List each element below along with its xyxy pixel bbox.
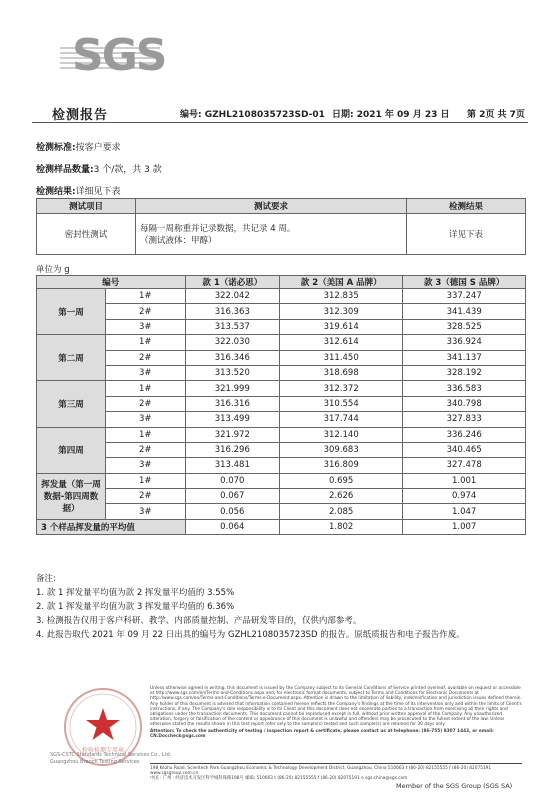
- value-cell: 0.056: [185, 504, 279, 519]
- average-label: 3 个样品挥发量的平均值: [37, 519, 186, 534]
- sgs-logo: SGS: [72, 30, 166, 81]
- value-cell: 2.626: [280, 489, 403, 504]
- legal-fine-print: Unless otherwise agreed in writing, this document is issued by the Company subject to its General Conditions of Service printed overleaf, available on request or accessible at http://www.sgs.com/en/Terms-and-Conditions.aspx and, for electronic format documents, subject to Terms and Conditions for Electronic Documents at http://www.sgs.com/en/Terms-and-Conditions/Terms-e-Document.aspx. Attention is drawn to the limitation of liability, indemnification and jurisdiction issues defined therein. Any holder of this document is advised that information contained hereon reflects the Company's findings at the time of its intervention only and within the limits of Client's instructions, if any. The Company's sole responsibility is to its Client and this document does not exonerate parties to a transaction from exercising all their rights and obligations under the transaction documents. This document cannot be reproduced except in full, without prior written approval of the Company. Any unauthorized alteration, forgery or falsification of the content or appearance of this document is unlawful and offenders may be prosecuted to the fullest extent of the law. Unless otherwise stated the results shown in this test report refer only to the sample(s) tested and such sample(s) are retained for 30 days only. Attention: To check the authenticity of testing / inspection report & certificate, please contact us at telephone: (86-755) 8307 1443, or email: CN.Doccheck@sgs.com: [150, 686, 522, 739]
- value-cell: 316.296: [185, 442, 279, 457]
- table-row: [37, 365, 526, 380]
- address-block: 198 Kezhu Road, Scientech Park Guangzhou Economic & Technology Development District, Guangzhou, China 510663 t (86-20) 82155555 f (86-20) 82075191 www.sgsgroup.com.cn 中国 · 广州 · 经济技术开发区科学城科珠路198号 邮编: 510663 t (86-20) 82155555 f (86-20) 82075191 e sgs.china@sgs.com: [150, 766, 492, 782]
- note-item: 4. 此报告取代 2021 年 09 月 22 日出具的编号为 GZHL2108035723SD 的报告。原纸质报告和电子报告作废。: [36, 630, 465, 640]
- table-row: [37, 335, 526, 350]
- value-cell: 313.481: [185, 458, 279, 473]
- group-label: 第四周: [37, 427, 106, 473]
- average-row: [37, 519, 526, 534]
- table-row: [37, 304, 526, 319]
- table-row: [37, 350, 526, 365]
- value-cell: 312.309: [280, 304, 403, 319]
- value-cell: 321.999: [185, 381, 279, 396]
- value-cell: 327.478: [403, 458, 526, 473]
- sample-id-cell: 1#: [106, 427, 186, 442]
- sample-id-cell: 2#: [106, 304, 186, 319]
- weight-data-table: [36, 275, 526, 535]
- value-cell: 317.744: [280, 412, 403, 427]
- value-cell: 337.247: [403, 289, 526, 304]
- value-cell: 327.833: [403, 412, 526, 427]
- value-cell: 328.525: [403, 319, 526, 334]
- table-row: [37, 289, 526, 304]
- svg-text:检验检测专用章: 检验检测专用章: [81, 747, 125, 754]
- value-cell: 312.140: [280, 427, 403, 442]
- value-cell: 316.809: [280, 458, 403, 473]
- sample-id-cell: 2#: [106, 350, 186, 365]
- table-header-row: 编号 款 1（诺必思） 款 2（美国 A 品牌） 款 3（德国 S 品牌）: [37, 276, 526, 289]
- value-cell: 313.537: [185, 319, 279, 334]
- note-item: 2. 款 1 挥发量平均值为款 3 挥发量平均值的 6.36%: [36, 602, 235, 612]
- table-row: [37, 442, 526, 457]
- notes-section: [36, 572, 465, 642]
- summary-table: [36, 198, 526, 255]
- value-cell: 336.924: [403, 335, 526, 350]
- table-row: [37, 458, 526, 473]
- value-cell: 321.972: [185, 427, 279, 442]
- average-value: 0.064: [185, 519, 279, 534]
- table-row: [37, 412, 526, 427]
- value-cell: 309.683: [280, 442, 403, 457]
- average-value: 1.802: [280, 519, 403, 534]
- value-cell: 0.070: [185, 473, 279, 488]
- table-row: [37, 473, 526, 488]
- sample-id-cell: 1#: [106, 335, 186, 350]
- value-cell: 1.047: [403, 504, 526, 519]
- value-cell: 336.246: [403, 427, 526, 442]
- value-cell: 318.698: [280, 365, 403, 380]
- value-cell: 316.363: [185, 304, 279, 319]
- value-cell: 2.085: [280, 504, 403, 519]
- sample-id-cell: 3#: [106, 458, 186, 473]
- report-date: 日期: 2021 年 09 月 23 日: [332, 110, 450, 120]
- report-number: 编号: GZHL2108035723SD-01: [180, 110, 325, 120]
- page-indicator: 第 2页 共 7页: [467, 110, 525, 120]
- group-label: 第二周: [37, 335, 106, 381]
- table-row: [37, 319, 526, 334]
- value-cell: 0.974: [403, 489, 526, 504]
- info-sample-count: 检测样品数量:3 个/款，共 3 款: [36, 165, 162, 175]
- value-cell: 310.554: [280, 396, 403, 411]
- footer-divider: [150, 763, 522, 764]
- table-row: [37, 396, 526, 411]
- value-cell: 319.614: [280, 319, 403, 334]
- value-cell: 340.465: [403, 442, 526, 457]
- average-value: 1.007: [403, 519, 526, 534]
- authenticity-attention: Attention: To check the authenticity of testing / inspection report & certificate, please contact us at telephone: (86-755) 8307 1443, or email: CN.Doccheck@sgs.com: [150, 728, 494, 739]
- value-cell: 328.192: [403, 365, 526, 380]
- note-item: 3. 检测报告仅用于客户科研、教学、内部质量控制、产品研发等目的，仅供内部参考。: [36, 616, 362, 626]
- table-row: [37, 504, 526, 519]
- value-cell: 341.439: [403, 304, 526, 319]
- value-cell: 312.835: [280, 289, 403, 304]
- sample-id-cell: 2#: [106, 442, 186, 457]
- seal-caption: SGS-CSTC Standards Technical Services Co., Ltd. Guangzhou Branch Testing Services: [50, 752, 172, 765]
- sample-id-cell: 1#: [106, 289, 186, 304]
- header-divider: [32, 122, 528, 123]
- unit-label: 单位为 g: [36, 265, 70, 275]
- value-cell: 313.520: [185, 365, 279, 380]
- value-cell: 0.067: [185, 489, 279, 504]
- value-cell: 340.798: [403, 396, 526, 411]
- sgs-member-line: Member of the SGS Group (SGS SA): [396, 782, 513, 790]
- sample-id-cell: 3#: [106, 365, 186, 380]
- info-result: 检测结果:详细见下表: [36, 187, 121, 197]
- value-cell: 316.346: [185, 350, 279, 365]
- info-standard: 检测标准:按客户要求: [36, 143, 121, 153]
- value-cell: 322.042: [185, 289, 279, 304]
- value-cell: 336.583: [403, 381, 526, 396]
- table-header-row: 测试项目 测试要求 检测结果: [37, 199, 526, 214]
- sample-id-cell: 3#: [106, 319, 186, 334]
- value-cell: 313.499: [185, 412, 279, 427]
- value-cell: 312.372: [280, 381, 403, 396]
- value-cell: 311.450: [280, 350, 403, 365]
- sample-id-cell: 1#: [106, 473, 186, 488]
- notes-heading: 备注:: [36, 574, 56, 584]
- sample-id-cell: 3#: [106, 504, 186, 519]
- value-cell: 341.137: [403, 350, 526, 365]
- sample-id-cell: 1#: [106, 381, 186, 396]
- table-row: 密封性测试 每隔一周称重并记录数据，共记录 4 周。 （测试液体：甲醇） 详见下表: [37, 214, 526, 255]
- value-cell: 322.030: [185, 335, 279, 350]
- report-title: 检测报告: [52, 108, 109, 123]
- group-label: 第三周: [37, 381, 106, 427]
- table-row: [37, 489, 526, 504]
- value-cell: 312.614: [280, 335, 403, 350]
- requirement-cell: 每隔一周称重并记录数据，共记录 4 周。 （测试液体：甲醇）: [136, 214, 407, 255]
- group-label: 第一周: [37, 289, 106, 335]
- value-cell: 316.316: [185, 396, 279, 411]
- table-row: [37, 381, 526, 396]
- sample-id-cell: 2#: [106, 489, 186, 504]
- value-cell: 1.001: [403, 473, 526, 488]
- note-item: 1. 款 1 挥发量平均值为款 2 挥发量平均值的 3.55%: [36, 588, 235, 598]
- group-label: 挥发量（第一周数据-第四周数据）: [37, 473, 106, 519]
- table-row: [37, 427, 526, 442]
- sample-id-cell: 3#: [106, 412, 186, 427]
- value-cell: 0.695: [280, 473, 403, 488]
- sample-id-cell: 2#: [106, 396, 186, 411]
